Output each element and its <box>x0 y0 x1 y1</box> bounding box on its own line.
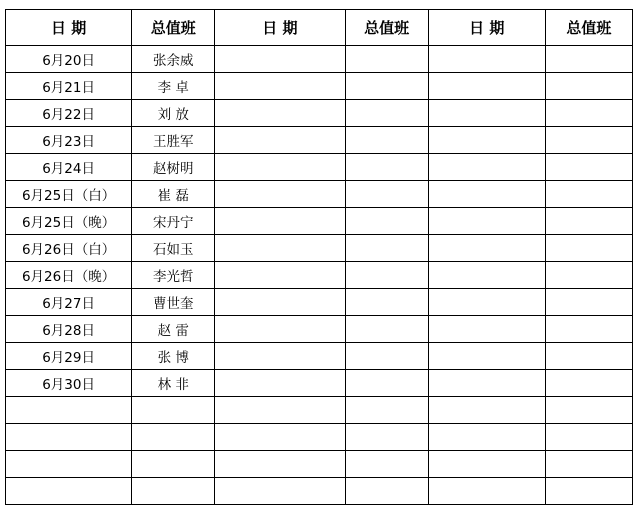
cell-date-1: 6月25日（晚） <box>6 208 132 235</box>
cell-date-2 <box>215 181 345 208</box>
cell-duty-2 <box>345 397 428 424</box>
cell-duty-3 <box>545 451 632 478</box>
cell-date-2 <box>215 397 345 424</box>
table-row <box>6 262 633 289</box>
cell-date-1: 6月27日 <box>6 289 132 316</box>
table-row <box>6 478 633 505</box>
cell-date-3 <box>428 262 545 289</box>
cell-date-3 <box>428 127 545 154</box>
cell-duty-3 <box>545 478 632 505</box>
cell-duty-2 <box>345 73 428 100</box>
cell-date-3 <box>428 343 545 370</box>
cell-date-1: 6月26日（白） <box>6 235 132 262</box>
cell-duty-2 <box>345 343 428 370</box>
table-row <box>6 181 633 208</box>
cell-date-1 <box>6 424 132 451</box>
table-row <box>6 73 633 100</box>
cell-date-3 <box>428 289 545 316</box>
cell-date-2 <box>215 262 345 289</box>
cell-duty-1: 曹世奎 <box>132 289 215 316</box>
cell-duty-2 <box>345 289 428 316</box>
cell-date-3 <box>428 316 545 343</box>
cell-date-1: 6月25日（白） <box>6 181 132 208</box>
cell-duty-2 <box>345 262 428 289</box>
header-row <box>6 10 633 46</box>
cell-duty-2 <box>345 100 428 127</box>
table-row <box>6 127 633 154</box>
cell-date-2 <box>215 208 345 235</box>
cell-duty-3 <box>545 46 632 73</box>
header-date-1: 日 期 <box>6 10 132 46</box>
cell-date-1: 6月30日 <box>6 370 132 397</box>
cell-duty-1: 赵树明 <box>132 154 215 181</box>
cell-duty-1: 崔 磊 <box>132 181 215 208</box>
table-row <box>6 451 633 478</box>
cell-duty-3 <box>545 100 632 127</box>
cell-duty-1: 李 卓 <box>132 73 215 100</box>
cell-date-1: 6月21日 <box>6 73 132 100</box>
table-row <box>6 208 633 235</box>
cell-duty-1: 张 博 <box>132 343 215 370</box>
cell-date-2 <box>215 289 345 316</box>
cell-date-3 <box>428 208 545 235</box>
table-row <box>6 289 633 316</box>
cell-duty-3 <box>545 289 632 316</box>
cell-duty-3 <box>545 181 632 208</box>
cell-date-3 <box>428 73 545 100</box>
cell-date-3 <box>428 424 545 451</box>
cell-duty-2 <box>345 208 428 235</box>
cell-duty-3 <box>545 316 632 343</box>
cell-duty-3 <box>545 370 632 397</box>
cell-date-3 <box>428 451 545 478</box>
cell-date-2 <box>215 235 345 262</box>
cell-duty-2 <box>345 127 428 154</box>
cell-duty-1 <box>132 424 215 451</box>
cell-duty-1: 赵 雷 <box>132 316 215 343</box>
cell-duty-1: 宋丹宁 <box>132 208 215 235</box>
cell-date-3 <box>428 154 545 181</box>
cell-duty-2 <box>345 478 428 505</box>
cell-duty-2 <box>345 154 428 181</box>
cell-date-2 <box>215 100 345 127</box>
cell-duty-3 <box>545 397 632 424</box>
cell-date-1: 6月20日 <box>6 46 132 73</box>
cell-date-1 <box>6 478 132 505</box>
cell-date-3 <box>428 478 545 505</box>
cell-date-3 <box>428 235 545 262</box>
cell-duty-3 <box>545 424 632 451</box>
table-row <box>6 397 633 424</box>
cell-date-3 <box>428 46 545 73</box>
cell-date-2 <box>215 154 345 181</box>
cell-duty-1: 林 非 <box>132 370 215 397</box>
header-date-2: 日 期 <box>215 10 345 46</box>
table-row <box>6 154 633 181</box>
cell-duty-2 <box>345 181 428 208</box>
cell-duty-2 <box>345 235 428 262</box>
table-row <box>6 235 633 262</box>
cell-duty-3 <box>545 343 632 370</box>
cell-date-2 <box>215 451 345 478</box>
header-duty-3: 总值班 <box>545 10 632 46</box>
table-row <box>6 343 633 370</box>
cell-date-1: 6月26日（晚） <box>6 262 132 289</box>
cell-duty-3 <box>545 208 632 235</box>
duty-roster-table <box>5 9 633 505</box>
cell-duty-1: 石如玉 <box>132 235 215 262</box>
cell-date-1: 6月23日 <box>6 127 132 154</box>
cell-date-2 <box>215 127 345 154</box>
cell-date-1 <box>6 451 132 478</box>
cell-date-1 <box>6 397 132 424</box>
cell-duty-2 <box>345 451 428 478</box>
cell-duty-3 <box>545 262 632 289</box>
table-row <box>6 424 633 451</box>
cell-duty-3 <box>545 154 632 181</box>
roster-body <box>6 46 633 505</box>
table-row <box>6 370 633 397</box>
table-row <box>6 316 633 343</box>
cell-duty-3 <box>545 73 632 100</box>
cell-duty-2 <box>345 424 428 451</box>
cell-duty-3 <box>545 127 632 154</box>
header-date-3: 日 期 <box>428 10 545 46</box>
cell-date-3 <box>428 100 545 127</box>
table-row <box>6 46 633 73</box>
cell-duty-1: 李光哲 <box>132 262 215 289</box>
cell-date-1: 6月29日 <box>6 343 132 370</box>
cell-duty-1 <box>132 478 215 505</box>
cell-duty-1: 张余威 <box>132 46 215 73</box>
cell-duty-1: 王胜军 <box>132 127 215 154</box>
cell-date-2 <box>215 424 345 451</box>
cell-date-1: 6月22日 <box>6 100 132 127</box>
cell-date-3 <box>428 181 545 208</box>
table-row <box>6 100 633 127</box>
cell-duty-1 <box>132 451 215 478</box>
cell-date-1: 6月28日 <box>6 316 132 343</box>
cell-date-2 <box>215 478 345 505</box>
cell-date-2 <box>215 316 345 343</box>
cell-date-1: 6月24日 <box>6 154 132 181</box>
cell-duty-2 <box>345 316 428 343</box>
header-duty-2: 总值班 <box>345 10 428 46</box>
cell-date-2 <box>215 370 345 397</box>
cell-duty-2 <box>345 370 428 397</box>
cell-date-2 <box>215 73 345 100</box>
duty-roster-sheet <box>5 9 633 505</box>
cell-duty-3 <box>545 235 632 262</box>
cell-duty-1: 刘 放 <box>132 100 215 127</box>
cell-date-3 <box>428 397 545 424</box>
cell-duty-2 <box>345 46 428 73</box>
cell-date-2 <box>215 343 345 370</box>
cell-date-2 <box>215 46 345 73</box>
cell-duty-1 <box>132 397 215 424</box>
header-duty-1: 总值班 <box>132 10 215 46</box>
cell-date-3 <box>428 370 545 397</box>
